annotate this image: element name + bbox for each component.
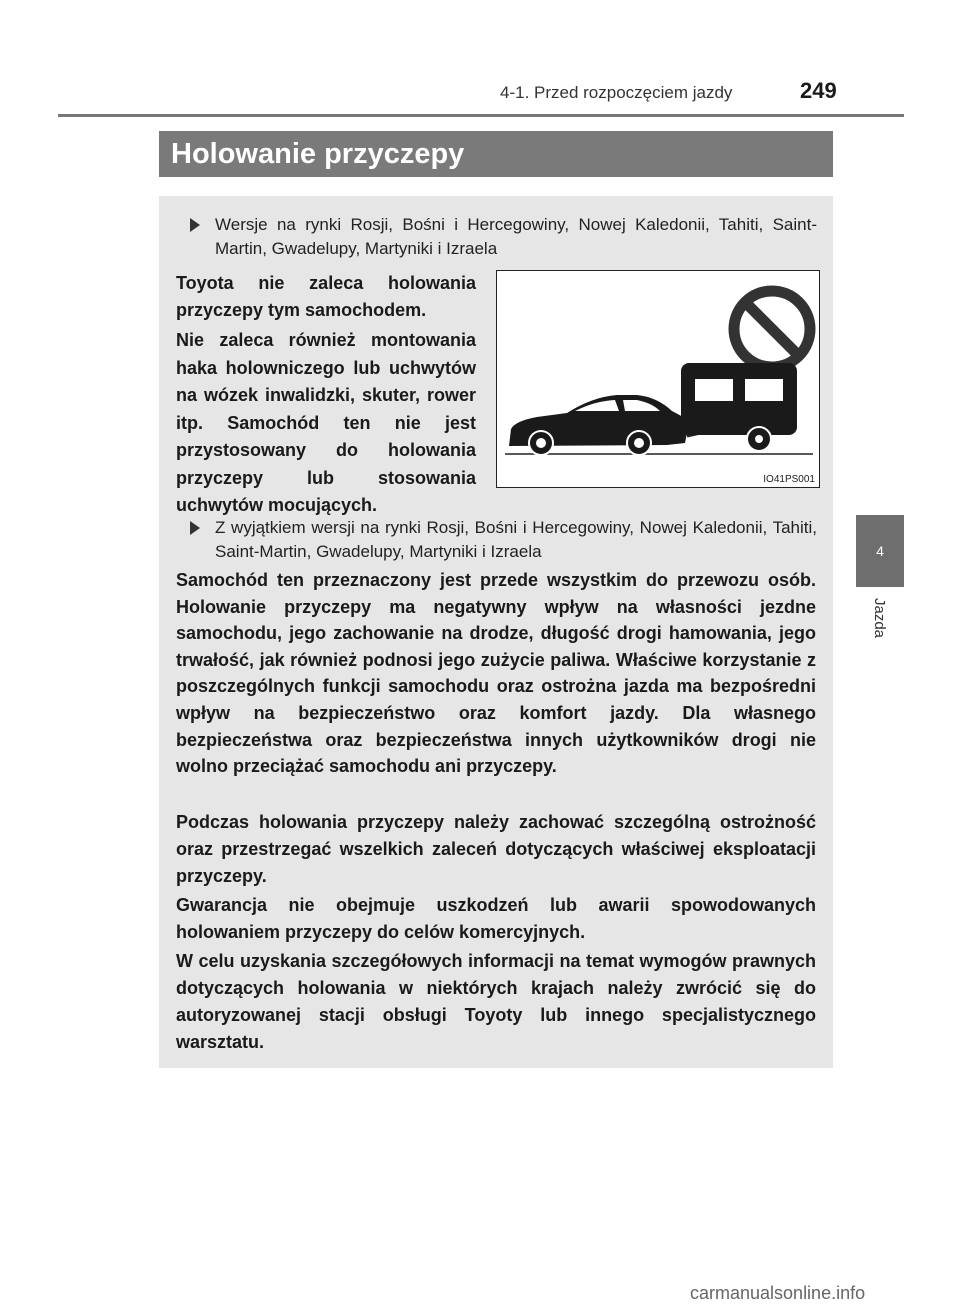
- page-title: Holowanie przyczepy: [159, 131, 833, 177]
- bullet-text: Z wyjątkiem wersji na rynki Rosji, Bośni i Hercegowiny, Nowej Kaledonii, Tahiti, Saint-Martin, Gwadelupy, Martyniki i Izraela: [215, 518, 817, 561]
- paragraph: Samochód ten przeznaczony jest przede wszystkim do przewozu osób. Holowanie przyczepy ma negatywny wpływ na własności jezdne samochodu, jego zachowanie na drodze, długość drogi hamowania, jego trwałość, jak również podnosi jego zużycie paliwa. Właściwe korzystanie z poszczególnych funkcji samochodu oraz ostrożna jazda ma bezpośredni wpływ na bezpieczeństwo oraz komfort jazdy. Dla własnego bezpieczeństwa oraz bezpieczeństwa innych użytkowników drogi nie wolno przeciążać samochodu ani przyczepy.: [176, 570, 816, 777]
- paragraph: Gwarancja nie obejmuje uszkodzeń lub awarii spowodowanych holowaniem przyczepy do celów komercyjnych.: [176, 895, 816, 942]
- chapter-number: 4: [876, 543, 884, 559]
- watermark: carmanualsonline.info: [690, 1283, 866, 1303]
- paragraph: Nie zaleca również montowania haka holowniczego lub uchwytów na wózek inwalidzki, skuter, rower itp. Samochód ten nie jest przystosowany do holowania przyczepy lub stosowania uchwytów mocujących.: [176, 330, 476, 515]
- chapter-label: Jazda: [871, 598, 888, 639]
- bullet-text: Wersje na rynki Rosji, Bośni i Hercegowiny, Nowej Kaledonii, Tahiti, Saint-Martin, Gwadelupy, Martyniki i Izraela: [215, 215, 817, 258]
- car-trailer-illustration: [497, 271, 819, 487]
- trailer-icon: [681, 363, 797, 451]
- towing-prohibited-figure: [496, 270, 820, 488]
- paragraph: Toyota nie zaleca holowania przyczepy tym samochodem.: [176, 273, 476, 320]
- paragraph: Podczas holowania przyczepy należy zachować szczególną ostrożność oraz przestrzegać wszelkich zaleceń dotyczących właściwej eksploatacji przyczepy.: [176, 812, 816, 886]
- chapter-tab: [856, 515, 904, 587]
- triangle-bullet-icon: [190, 218, 200, 232]
- bullet-item: [190, 516, 817, 564]
- page-number: 249: [800, 78, 837, 103]
- figure-code: IO41PS001: [763, 474, 815, 485]
- bullet-item: [190, 213, 817, 261]
- section-header: 4-1. Przed rozpoczęciem jazdy: [500, 83, 733, 102]
- header-divider: [58, 114, 904, 117]
- paragraph: W celu uzyskania szczegółowych informacji na temat wymogów prawnych dotyczących holowania w niektórych krajach należy zwrócić się do autoryzowanej stacji obsługi Toyoty lub innego specjalistycznego warsztatu.: [176, 951, 816, 1052]
- triangle-bullet-icon: [190, 521, 200, 535]
- prohibited-icon: [734, 291, 810, 367]
